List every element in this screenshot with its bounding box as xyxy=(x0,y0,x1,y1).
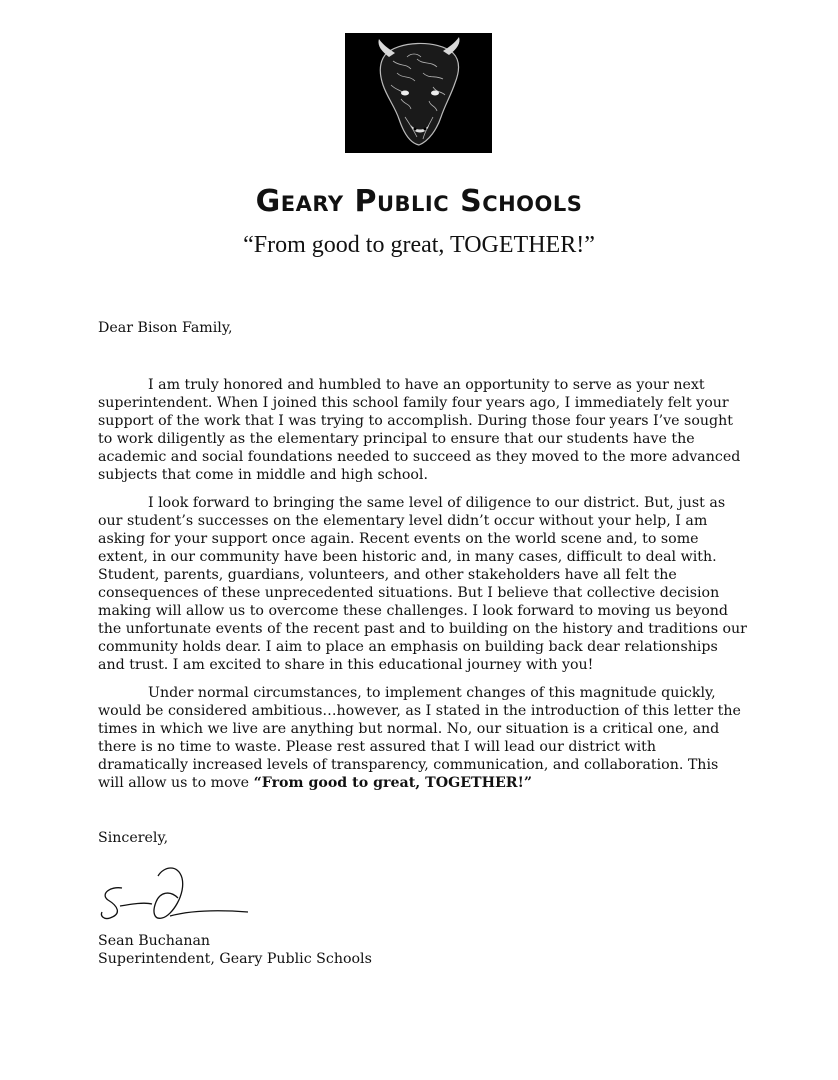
signer-block xyxy=(98,932,372,968)
school-name: Geary Public Schools xyxy=(255,184,583,219)
paragraph-3-text: Under normal circumstances, to implement changes of this magnitude quickly, would be considered ambitious…however, as I stated in the introduction of this letter the times in which we live are anything but normal. No, our situation is a critical one, and there is no time to waste. Please rest assured that I will lead our district with dramatically increased levels of transparency, communication, and collaboration. This will allow us to move xyxy=(98,684,741,791)
handwritten-signature xyxy=(92,858,252,936)
letter-body xyxy=(98,376,748,801)
closing: Sincerely, xyxy=(98,830,169,846)
paragraph-3 xyxy=(98,684,748,793)
paragraph-1: I am truly honored and humbled to have an opportunity to serve as your next superintendent. When I joined this school family four years ago, I immediately felt your support of the work that I was trying to accomplish. During those four years I’ve sought to work diligently as the elementary principal to ensure that our students have the academic and social foundations needed to succeed as they moved to the more advanced subjects that come in middle and high school. xyxy=(98,377,741,484)
signer-title: Superintendent, Geary Public Schools xyxy=(98,951,372,967)
motto: “From good to great, TOGETHER!” xyxy=(243,232,595,258)
paragraph-2: I look forward to bringing the same level of diligence to our district. But, just as our student’s successes on the elementary level didn’t occur without your help, I am asking for your support once again. Recent events on the world scene and, to some extent, in our community have been historic and, in many cases, difficult to deal with. Student, parents, guardians, volunteers, and other stakeholders have all felt the consequences of these unprecedented situations. But I believe that collective decision making will allow us to overcome these challenges. I look forward to moving us beyond the unfortunate events of the recent past and to building on the history and traditions our community holds dear. I aim to place an emphasis on building back dear relationships and trust. I am excited to share in this educational journey with you! xyxy=(98,494,747,674)
salutation: Dear Bison Family, xyxy=(98,320,233,336)
signer-name: Sean Buchanan xyxy=(98,933,211,949)
paragraph-3-bold-motto: “From good to great, TOGETHER!” xyxy=(253,774,532,791)
bison-head-icon xyxy=(345,33,492,153)
